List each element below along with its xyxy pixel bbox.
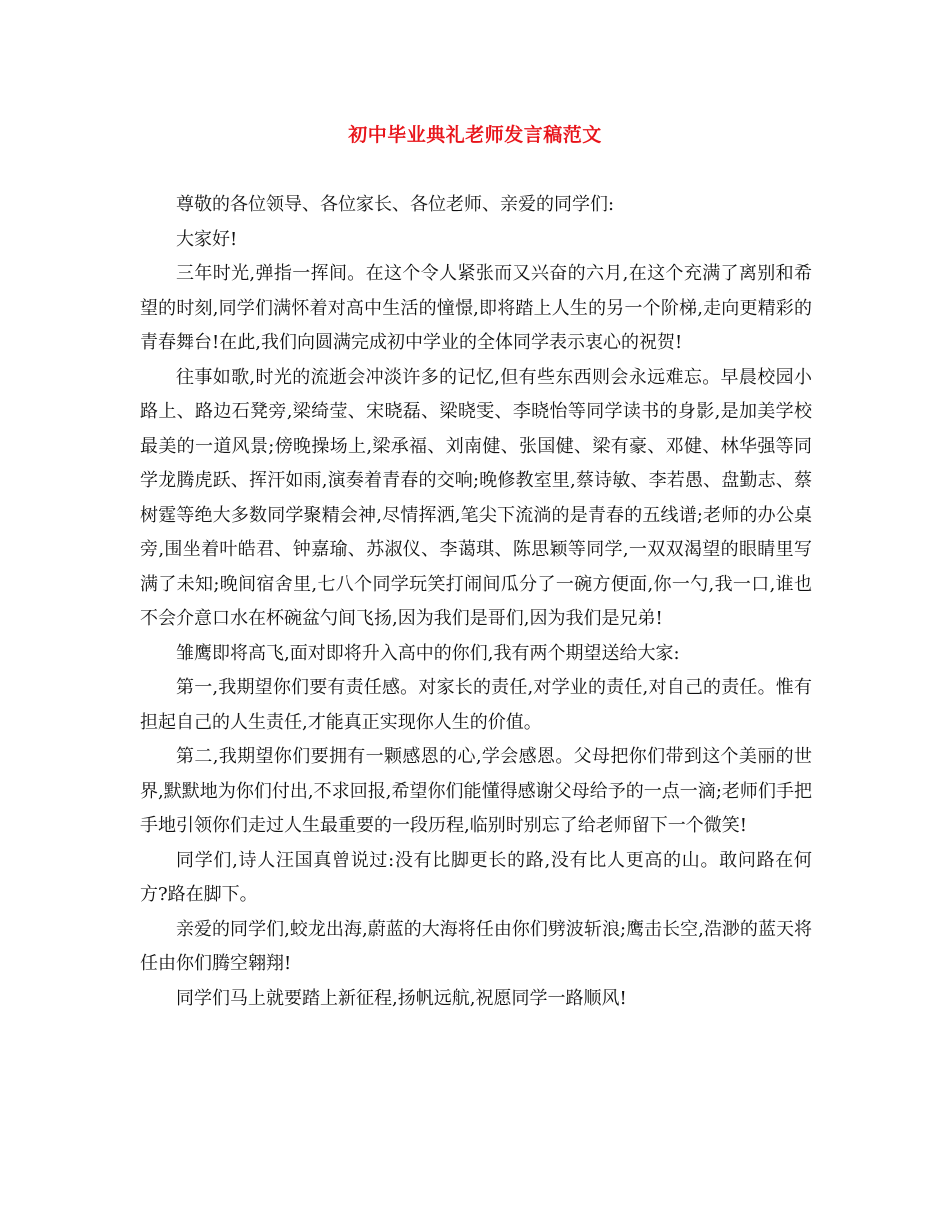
paragraph: 往事如歌,时光的流逝会冲淡许多的记忆,但有些东西则会永远难忘。早晨校园小路上、路边石凳旁,梁绮莹、宋晓磊、梁晓雯、李晓怡等同学读书的身影,是加美学校最美的一道风景;傍晚操场上,梁承福、刘南健、张国健、梁有豪、邓健、林华强等同学龙腾虎跃、挥汗如雨,演奏着青春的交响;晚修教室里,蔡诗敏、李若愚、盘勤志、蔡树霆等绝大多数同学聚精会神,尽情挥洒,笔尖下流淌的是青春的五线谱;老师的办公桌旁,围坐着叶皓君、钟嘉瑜、苏淑仪、李蔼琪、陈思颖等同学,一双双渴望的眼睛里写满了未知;晚间宿舍里,七八个同学玩笑打闹间瓜分了一碗方便面,你一勺,我一口,谁也不会介意口水在杯碗盆勺间飞扬,因为我们是哥们,因为我们是兄弟! xyxy=(140,366,812,629)
paragraph: 雏鹰即将高飞,面对即将升入高中的你们,我有两个期望送给大家: xyxy=(176,642,680,664)
paragraph-salutation: 尊敬的各位领导、各位家长、各位老师、亲爱的同学们: xyxy=(176,194,615,215)
paragraph-closing: 同学们马上就要踏上新征程,扬帆远航,祝愿同学一路顺风! xyxy=(176,987,627,1009)
paragraph: 第一,我期望你们要有责任感。对家长的责任,对学业的责任,对自己的责任。惟有担起自己的人生责任,才能真正实现你人生的价值。 xyxy=(140,677,812,733)
document-title: 初中毕业典礼老师发言稿范文 xyxy=(348,124,602,146)
paragraph: 三年时光,弹指一挥间。在这个令人紧张而又兴奋的六月,在这个充满了离别和希望的时刻,同学们满怀着对高中生活的憧憬,即将踏上人生的另一个阶梯,走向更精彩的青春舞台!在此,我们向圆满完成初中学业的全体同学表示衷心的祝贺! xyxy=(140,263,812,353)
paragraph: 同学们,诗人汪国真曾说过:没有比脚更长的路,没有比人更高的山。敢问路在何方?路在脚下。 xyxy=(140,849,812,905)
paragraph-greeting: 大家好! xyxy=(176,228,238,250)
paragraph: 第二,我期望你们要拥有一颗感恩的心,学会感恩。父母把你们带到这个美丽的世界,默默地为你们付出,不求回报,希望你们能懂得感谢父母给予的一点一滴;老师们手把手地引领你们走过人生最重要的一段历程,临别时别忘了给老师留下一个微笑! xyxy=(140,746,812,836)
document-body xyxy=(140,188,812,1016)
paragraph: 亲爱的同学们,蛟龙出海,蔚蓝的大海将任由你们劈波斩浪;鹰击长空,浩渺的蓝天将任由你们腾空翱翔! xyxy=(140,918,812,974)
